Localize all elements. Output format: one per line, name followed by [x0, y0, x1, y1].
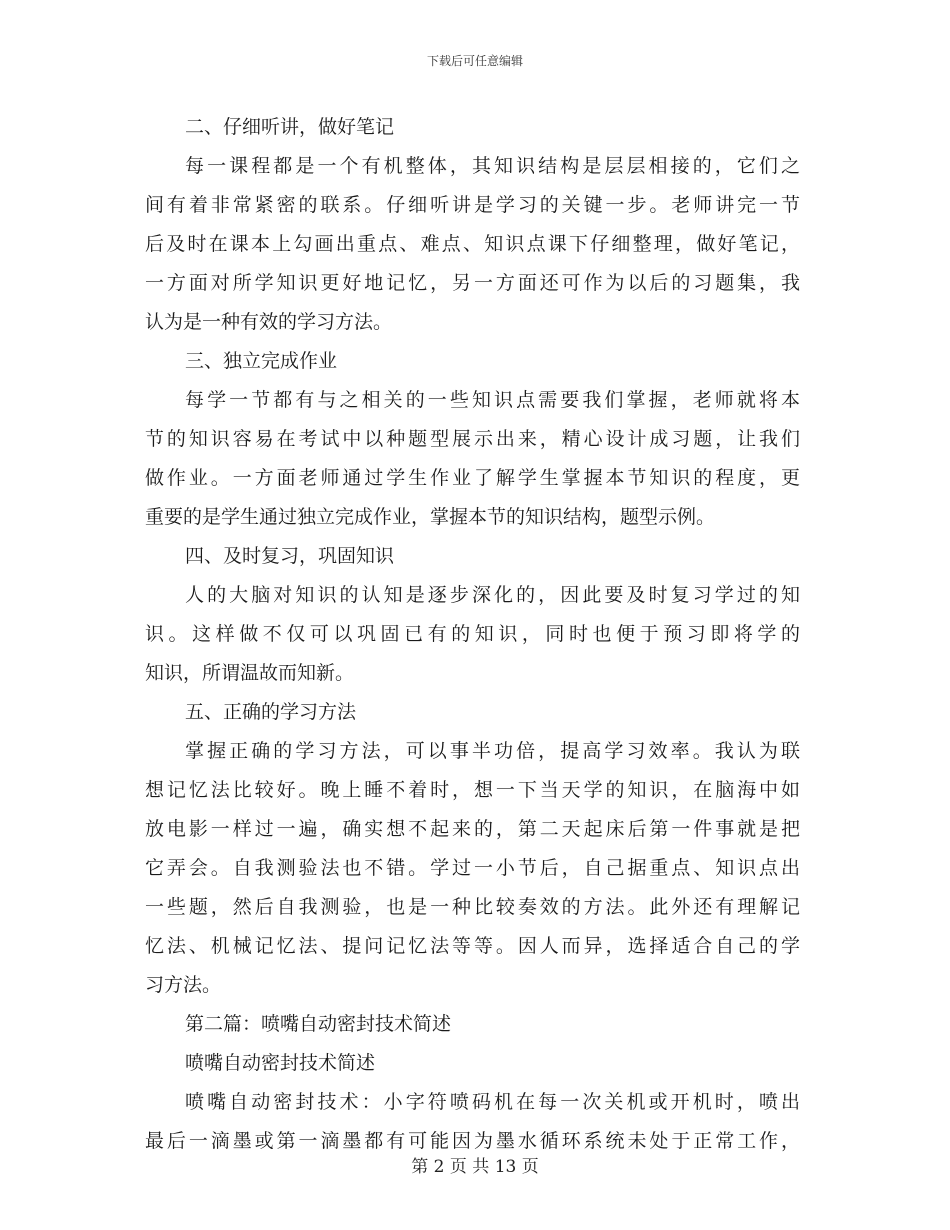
section-heading: 四、及时复习，巩固知识: [185, 545, 395, 567]
paragraph-line: 间有着非常紧密的联系。仔细听讲是学习的关键一步。老师讲完一节: [145, 194, 800, 216]
paragraph-line: 忆法、机械记忆法、提问记忆法等等。因人而异，选择适合自己的学: [145, 935, 800, 957]
paragraph-line: 喷嘴自动密封技术：小字符喷码机在每一次关机或开机时，喷出: [185, 1091, 800, 1113]
paragraph-line: 节的知识容易在考试中以种题型展示出来，精心设计成习题，让我们: [145, 428, 800, 450]
document-body: [145, 108, 800, 1161]
section-heading: 二、仔细听讲，做好笔记: [185, 116, 395, 138]
paragraph-line: 做作业。一方面老师通过学生作业了解学生掌握本节知识的程度，更: [145, 467, 800, 489]
paragraph-line: 后及时在课本上勾画出重点、难点、知识点课下仔细整理，做好笔记，: [145, 233, 800, 255]
section-heading: 五、正确的学习方法: [185, 701, 357, 723]
paragraph-line: 识。这样做不仅可以巩固已有的知识，同时也便于预习即将学的: [145, 623, 800, 645]
paragraph-line: 知识，所谓温故而知新。: [145, 662, 355, 684]
paragraph-line: 掌握正确的学习方法，可以事半功倍，提高学习效率。我认为联: [185, 740, 800, 762]
page-number-footer: 第 2 页 共 13 页: [411, 1157, 539, 1177]
paragraph-line: 重要的是学生通过独立完成作业，掌握本节的知识结构，题型示例。: [145, 506, 716, 528]
paragraph-line: 放电影一样过一遍，确实想不起来的，第二天起床后第一件事就是把: [145, 818, 800, 840]
paragraph-line: 一方面对所学知识更好地记忆，另一方面还可作为以后的习题集，我: [145, 272, 800, 294]
paragraph-line: 习方法。: [145, 974, 222, 996]
paragraph-line: 最后一滴墨或第一滴墨都有可能因为墨水循环系统未处于正常工作，: [145, 1130, 800, 1152]
page-header: 下载后可任意编辑: [426, 54, 523, 68]
paragraph-line: 每学一节都有与之相关的一些知识点需要我们掌握，老师就将本: [185, 389, 800, 411]
section-heading: 喷嘴自动密封技术简述: [185, 1052, 376, 1074]
section-heading: 三、独立完成作业: [185, 350, 338, 372]
paragraph-line: 想记忆法比较好。晚上睡不着时，想一下当天学的知识，在脑海中如: [145, 779, 800, 801]
paragraph-line: 一些题，然后自我测验，也是一种比较奏效的方法。此外还有理解记: [145, 896, 800, 918]
paragraph-line: 每一课程都是一个有机整体，其知识结构是层层相接的，它们之: [185, 155, 800, 177]
paragraph-line: 它弄会。自我测验法也不错。学过一小节后，自己据重点、知识点出: [145, 857, 800, 879]
section-heading: 第二篇：喷嘴自动密封技术简述: [185, 1013, 452, 1035]
paragraph-line: 人的大脑对知识的认知是逐步深化的，因此要及时复习学过的知: [185, 584, 800, 606]
paragraph-line: 认为是一种有效的学习方法。: [145, 311, 393, 333]
